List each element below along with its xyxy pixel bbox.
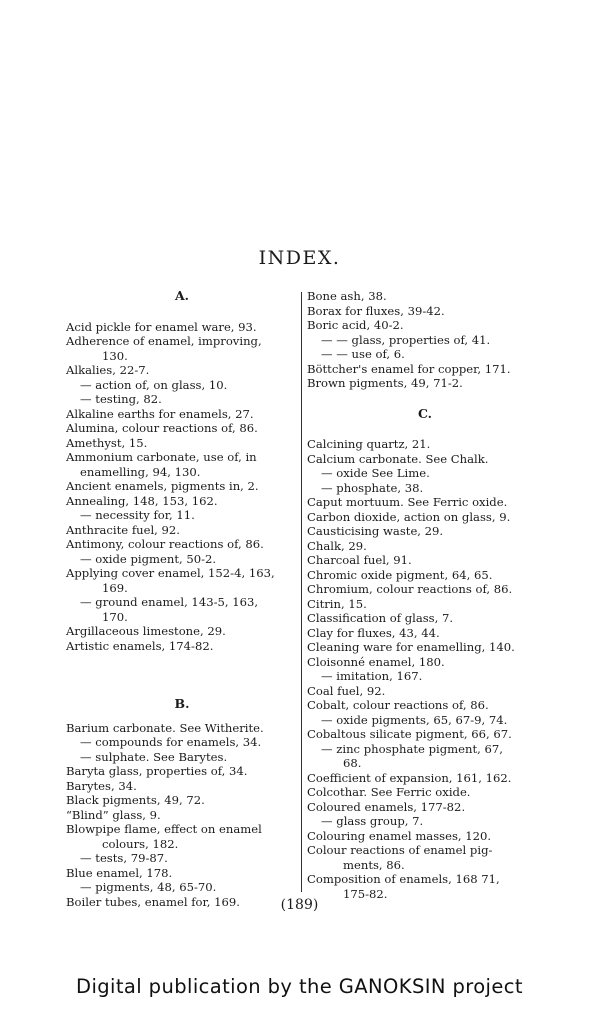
index-entry: Alumina, colour reactions of, 86. xyxy=(66,421,258,435)
index-entry: — oxide See Lime. xyxy=(321,466,430,480)
index-entry: — testing, 82. xyxy=(80,392,162,406)
index-column-left xyxy=(66,289,298,909)
index-entry: — phosphate, 38. xyxy=(321,480,424,495)
index-entry: Annealing, 148, 153, 162. xyxy=(66,493,218,508)
index-entry: — oxide pigments, 65, 67-9, 74. xyxy=(321,712,508,727)
index-entry: — necessity for, 11. xyxy=(80,508,195,522)
section-letter: B. xyxy=(174,696,190,711)
index-entry: 175-82. xyxy=(343,886,388,901)
index-entry: 68. xyxy=(343,756,362,770)
index-entry: “Blind” glass, 9. xyxy=(66,807,161,822)
index-entry: Coefficient of expansion, 161, 162. xyxy=(307,770,512,785)
index-entry: 169. xyxy=(102,580,128,595)
index-entry: Blue enamel, 178. xyxy=(66,865,173,880)
index-entry: Black pigments, 49, 72. xyxy=(66,793,205,807)
column-divider xyxy=(301,292,302,892)
index-entry: Calcium carbonate. See Chalk. xyxy=(307,451,489,466)
index-entry: Adherence of enamel, improving, xyxy=(66,334,262,348)
index-entry: Boric acid, 40-2. xyxy=(307,318,404,332)
spacer xyxy=(66,304,298,320)
index-entry: — zinc phosphate pigment, 67, xyxy=(321,741,503,756)
index-entry: Brown pigments, 49, 71-2. xyxy=(307,376,463,390)
index-entry: Alkaline earths for enamels, 27. xyxy=(66,406,254,421)
index-entry: Barytes, 34. xyxy=(66,778,137,793)
footer-credit: Digital publication by the GANOKSIN project xyxy=(76,975,523,998)
index-entry: Composition of enamels, 168 71, xyxy=(307,872,500,886)
index-entry: Chromic oxide pigment, 64, 65. xyxy=(307,567,493,582)
page-number: (189) xyxy=(280,897,319,913)
index-entry: — sulphate. See Barytes. xyxy=(80,749,228,764)
index-entry: Chalk, 29. xyxy=(307,538,367,553)
index-entry: Alkalies, 22-7. xyxy=(66,363,150,377)
index-entry: — imitation, 167. xyxy=(321,669,423,683)
index-entry: Clay for fluxes, 43, 44. xyxy=(307,625,440,640)
index-entry: Calcining quartz, 21. xyxy=(307,437,431,451)
index-entry: Colour reactions of enamel pig- xyxy=(307,843,493,857)
spacer xyxy=(307,391,543,407)
index-entry: Charcoal fuel, 91. xyxy=(307,553,412,567)
index-entry: Cobaltous silicate pigment, 66, 67. xyxy=(307,727,512,741)
index-entry: — — glass, properties of, 41. xyxy=(321,332,491,347)
index-entry: Carbon dioxide, action on glass, 9. xyxy=(307,509,511,524)
index-entry: Blowpipe flame, effect on enamel xyxy=(66,822,262,836)
index-entry: Causticising waste, 29. xyxy=(307,524,444,538)
index-entry: Böttcher's enamel for copper, 171. xyxy=(307,361,511,376)
index-entry: Boiler tubes, enamel for, 169. xyxy=(66,894,240,909)
index-entry: Ancient enamels, pigments in, 2. xyxy=(66,479,259,493)
index-entry: Applying cover enamel, 152-4, 163, xyxy=(66,566,275,580)
index-entry: Colouring enamel masses, 120. xyxy=(307,828,492,843)
index-entry: ments, 86. xyxy=(343,857,405,872)
index-entry: colours, 182. xyxy=(102,836,179,851)
section-letter: A. xyxy=(174,288,190,303)
index-entry: Cobalt, colour reactions of, 86. xyxy=(307,698,489,712)
index-entry: Caput mortuum. See Ferric oxide. xyxy=(307,495,508,509)
index-entry: Argillaceous limestone, 29. xyxy=(66,624,226,638)
index-entry: — ground enamel, 143-5, 163, xyxy=(80,595,259,609)
index-entry: — — use of, 6. xyxy=(321,347,405,361)
index-entry: — pigments, 48, 65-70. xyxy=(80,880,217,894)
index-entry: — action of, on glass, 10. xyxy=(80,377,228,392)
index-entry: Coloured enamels, 177-82. xyxy=(307,799,466,814)
index-entry: Acid pickle for enamel ware, 93. xyxy=(66,319,257,334)
index-entry: Artistic enamels, 174-82. xyxy=(66,638,214,653)
index-title: INDEX. xyxy=(258,247,341,269)
index-entry: Citrin, 15. xyxy=(307,596,367,611)
index-entry: enamelling, 94, 130. xyxy=(80,464,201,479)
index-entry: — glass group, 7. xyxy=(321,814,424,828)
spacer xyxy=(66,712,298,721)
index-entry: Cloisonné enamel, 180. xyxy=(307,654,445,669)
index-entry: Barium carbonate. See Witherite. xyxy=(66,720,264,735)
index-entry: Cleaning ware for enamelling, 140. xyxy=(307,640,515,654)
index-entry: Baryta glass, properties of, 34. xyxy=(66,764,248,778)
index-column-right xyxy=(307,289,543,901)
index-entry: — compounds for enamels, 34. xyxy=(80,735,262,749)
index-entry: 170. xyxy=(102,609,128,624)
index-entry: Chromium, colour reactions of, 86. xyxy=(307,582,513,596)
index-entry: — tests, 79-87. xyxy=(80,851,168,865)
index-entry: Amethyst, 15. xyxy=(66,435,148,450)
index-entry: Bone ash, 38. xyxy=(307,289,387,303)
index-entry: — oxide pigment, 50-2. xyxy=(80,551,217,566)
spacer xyxy=(66,653,298,697)
index-entry: Anthracite fuel, 92. xyxy=(66,522,180,537)
index-entry: Antimony, colour reactions of, 86. xyxy=(66,537,264,551)
section-letter: C. xyxy=(417,405,433,421)
spacer xyxy=(307,421,543,437)
index-entry: Classification of glass, 7. xyxy=(307,611,454,625)
index-entry: Colcothar. See Ferric oxide. xyxy=(307,785,471,799)
index-entry: Ammonium carbonate, use of, in xyxy=(66,450,257,464)
index-entry: Coal fuel, 92. xyxy=(307,683,386,698)
index-entry: 130. xyxy=(102,348,128,363)
index-entry: Borax for fluxes, 39-42. xyxy=(307,303,445,318)
